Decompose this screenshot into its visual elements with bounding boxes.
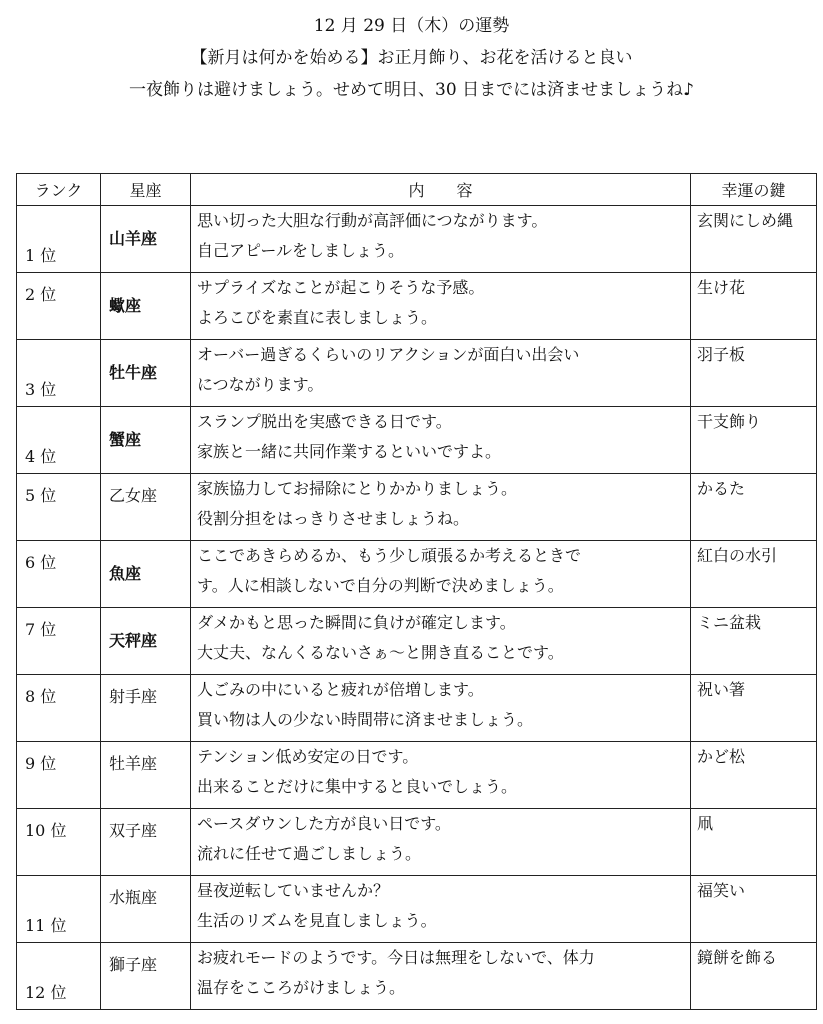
sign-cell	[101, 675, 191, 742]
content-line: 生活のリズムを見直しましょう。	[197, 911, 437, 930]
sign-cell	[101, 340, 191, 407]
content-cell	[191, 273, 691, 340]
sign-cell	[101, 809, 191, 876]
sign-label: 牡羊座	[109, 754, 158, 773]
table-row	[17, 407, 817, 474]
rank-cell	[17, 340, 101, 407]
content-line: 昼夜逆転していませんか？	[197, 881, 390, 900]
rank-cell	[17, 273, 101, 340]
content-cell	[191, 675, 691, 742]
rank-label: 2 位	[25, 285, 57, 304]
content-line: 買い物は人の少ない時間帯に済ませましょう。	[197, 710, 534, 729]
content-cell	[191, 608, 691, 675]
rank-cell	[17, 742, 101, 809]
content-cell	[191, 206, 691, 273]
sign-cell	[101, 407, 191, 474]
header-advice-line: 一夜飾りは避けましょう。せめて明日、30 日までには済ませましょうね♪	[129, 80, 694, 100]
table-row	[17, 742, 817, 809]
content-line: ダメかもと思った瞬間に負けが確定します。	[197, 613, 516, 632]
content-line: 思い切った大胆な行動が高評価につながります。	[197, 211, 548, 230]
content-line: テンション低め安定の日です。	[197, 747, 419, 766]
content-cell	[191, 742, 691, 809]
table-row	[17, 474, 817, 541]
rank-label: 3 位	[25, 380, 57, 399]
sign-label: 双子座	[109, 821, 158, 840]
content-cell	[191, 407, 691, 474]
sign-label: 天秤座	[109, 631, 158, 650]
content-line: につながります。	[197, 375, 324, 394]
content-line: 自己アピールをしましょう。	[197, 241, 405, 260]
table-row	[17, 675, 817, 742]
rank-label: 8 位	[25, 687, 57, 706]
content-line: お疲れモードのようです。今日は無理をしないで、体力	[197, 948, 595, 967]
sign-cell	[101, 742, 191, 809]
content-cell	[191, 474, 691, 541]
content-line: 大丈夫、なんくるないさぁ～と開き直ることです。	[197, 643, 564, 662]
lucky-key-cell: 羽子板	[691, 340, 817, 407]
lucky-key-cell: 紅白の水引	[691, 541, 817, 608]
table-row	[17, 608, 817, 675]
content-line: す。人に相談しないで自分の判断で決めましょう。	[197, 576, 564, 595]
lucky-key-cell: ミニ盆栽	[691, 608, 817, 675]
table-row	[17, 340, 817, 407]
sign-cell	[101, 876, 191, 943]
rank-label: 9 位	[25, 754, 57, 773]
rank-label: 10 位	[25, 821, 67, 840]
rank-label: 5 位	[25, 486, 57, 505]
header-theme-line: 【新月は何かを始める】お正月飾り、お花を活けると良い	[190, 48, 633, 68]
content-line: ペースダウンした方が良い日です。	[197, 814, 451, 833]
rank-cell	[17, 675, 101, 742]
document-header	[0, 10, 823, 106]
content-line: 出来ることだけに集中すると良いでしょう。	[197, 777, 518, 796]
rank-cell	[17, 608, 101, 675]
rank-cell	[17, 407, 101, 474]
header-sign: 星座	[101, 174, 191, 206]
table-row	[17, 273, 817, 340]
content-cell	[191, 943, 691, 1010]
sign-cell	[101, 608, 191, 675]
content-line: よろこびを素直に表しましょう。	[197, 308, 438, 327]
header-date-line: 12 月 29 日（木）の運勢	[313, 16, 510, 36]
content-cell	[191, 541, 691, 608]
lucky-key-cell: 祝い箸	[691, 675, 817, 742]
sign-label: 射手座	[109, 687, 158, 706]
rank-label: 1 位	[25, 246, 57, 265]
lucky-key-cell: 福笑い	[691, 876, 817, 943]
rank-cell	[17, 541, 101, 608]
fortune-ranking-table	[16, 173, 817, 1010]
rank-label: 7 位	[25, 620, 57, 639]
lucky-key-cell: かるた	[691, 474, 817, 541]
rank-label: 12 位	[25, 983, 67, 1002]
lucky-key-cell: 凧	[691, 809, 817, 876]
sign-cell	[101, 273, 191, 340]
sign-label: 魚座	[109, 564, 142, 583]
sign-cell	[101, 206, 191, 273]
sign-cell	[101, 474, 191, 541]
content-cell	[191, 809, 691, 876]
table-row	[17, 876, 817, 943]
table-header-row	[17, 174, 817, 206]
content-line: 家族と一緒に共同作業するといいですよ。	[197, 442, 502, 461]
rank-label: 4 位	[25, 447, 57, 466]
sign-cell	[101, 541, 191, 608]
sign-cell	[101, 943, 191, 1010]
lucky-key-cell: 干支飾り	[691, 407, 817, 474]
lucky-key-cell: かど松	[691, 742, 817, 809]
lucky-key-cell: 生け花	[691, 273, 817, 340]
sign-label: 山羊座	[109, 229, 158, 248]
header-lucky-key: 幸運の鍵	[691, 174, 817, 206]
rank-label: 6 位	[25, 553, 57, 572]
header-rank: ランク	[17, 174, 101, 206]
content-cell	[191, 876, 691, 943]
content-line: 温存をこころがけましょう。	[197, 978, 406, 997]
rank-cell	[17, 206, 101, 273]
table-row	[17, 206, 817, 273]
rank-label: 11 位	[25, 916, 67, 935]
lucky-key-cell: 玄関にしめ縄	[691, 206, 817, 273]
content-line: 人ごみの中にいると疲れが倍増します。	[197, 680, 484, 699]
content-line: 役割分担をはっきりさせましょうね。	[197, 509, 470, 528]
content-line: サプライズなことが起こりそうな予感。	[197, 278, 485, 297]
content-cell	[191, 340, 691, 407]
rank-cell	[17, 943, 101, 1010]
sign-label: 獅子座	[109, 955, 158, 974]
sign-label: 蟹座	[109, 430, 142, 449]
sign-label: 乙女座	[109, 486, 158, 505]
rank-cell	[17, 876, 101, 943]
header-content: 内 容	[191, 174, 691, 206]
content-line: スランプ脱出を実感できる日です。	[197, 412, 452, 431]
table-row	[17, 809, 817, 876]
sign-label: 蠍座	[109, 296, 142, 315]
sign-label: 水瓶座	[109, 888, 158, 907]
rank-cell	[17, 809, 101, 876]
content-line: ここであきらめるか、もう少し頑張るか考えるときで	[197, 546, 582, 565]
lucky-key-cell: 鏡餅を飾る	[691, 943, 817, 1010]
table-row	[17, 943, 817, 1010]
table-row	[17, 541, 817, 608]
content-line: 家族協力してお掃除にとりかかりましょう。	[197, 479, 518, 498]
rank-cell	[17, 474, 101, 541]
sign-label: 牡牛座	[109, 363, 158, 382]
content-line: オーバー過ぎるくらいのリアクションが面白い出会い	[197, 345, 580, 364]
content-line: 流れに任せて過ごしましょう。	[197, 844, 422, 863]
